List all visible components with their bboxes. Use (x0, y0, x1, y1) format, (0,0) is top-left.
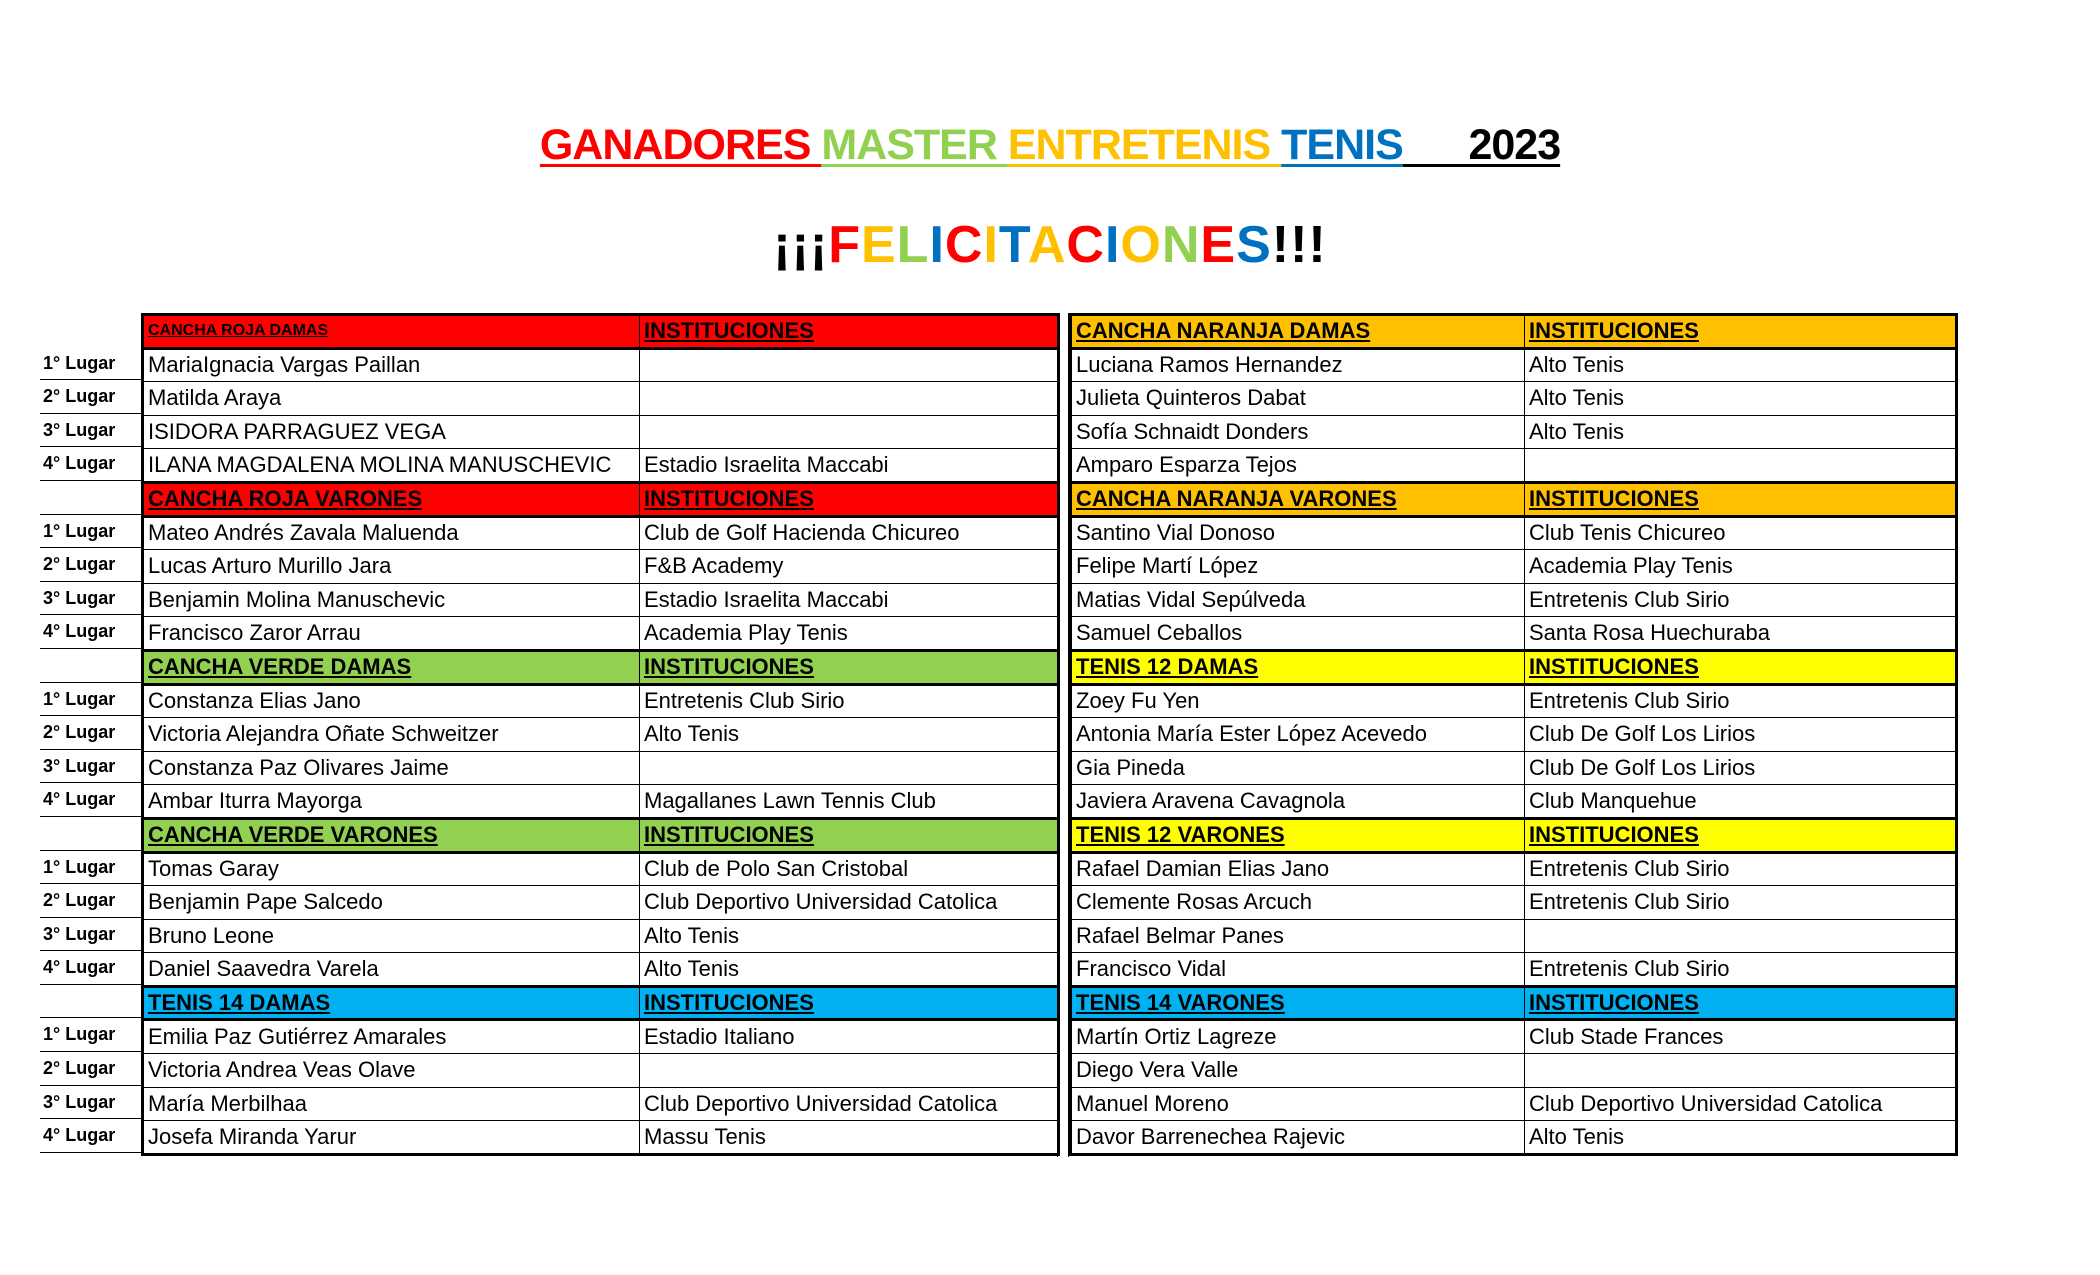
place-label: 2° Lugar (40, 548, 141, 582)
player-name: Javiera Aravena Cavagnola (1071, 785, 1525, 819)
congratulations-heading (0, 215, 2100, 275)
institution-name: Club Tenis Chicureo (1525, 516, 1957, 550)
category-title: TENIS 12 DAMAS (1071, 650, 1525, 684)
institution-name (1525, 1054, 1957, 1088)
place-label: 1° Lugar (40, 347, 141, 381)
right-results-table (1069, 313, 1958, 1156)
category-title: CANCHA ROJA DAMAS (143, 315, 640, 349)
player-name: Gia Pineda (1071, 751, 1525, 785)
player-name: Emilia Paz Gutiérrez Amarales (143, 1020, 640, 1054)
category-title: TENIS 14 VARONES (1071, 986, 1525, 1020)
institution-name: Club Manquehue (1525, 785, 1957, 819)
place-label-spacer (40, 313, 141, 347)
player-name: Constanza Paz Olivares Jaime (143, 751, 640, 785)
table-row (1071, 751, 1957, 785)
player-name: Felipe Martí López (1071, 550, 1525, 584)
subtitle-letter: I (929, 216, 945, 274)
table-row (1071, 348, 1957, 382)
player-name: Davor Barrenechea Rajevic (1071, 1121, 1525, 1155)
institution-name: Alto Tenis (640, 718, 1059, 752)
category-title: CANCHA VERDE VARONES (143, 818, 640, 852)
institution-name: Entretenis Club Sirio (1525, 684, 1957, 718)
table-row (1071, 886, 1957, 920)
player-name: Amparo Esparza Tejos (1071, 449, 1525, 483)
table-row (1071, 1054, 1957, 1088)
institution-name: Estadio Israelita Maccabi (640, 583, 1059, 617)
place-label: 3° Lugar (40, 582, 141, 616)
category-header-row (143, 818, 1059, 852)
category-header-row (1071, 650, 1957, 684)
table-row (143, 449, 1059, 483)
place-label: 4° Lugar (40, 1119, 141, 1153)
table-row (1071, 953, 1957, 987)
category-title: TENIS 14 DAMAS (143, 986, 640, 1020)
institutions-header: INSTITUCIONES (1525, 986, 1957, 1020)
player-name: Mateo Andrés Zavala Maluenda (143, 516, 640, 550)
institution-name: Massu Tenis (640, 1121, 1059, 1155)
institution-name: Club De Golf Los Lirios (1525, 751, 1957, 785)
subtitle-letter: ¡¡¡ (773, 216, 829, 274)
player-name: Benjamin Pape Salcedo (143, 886, 640, 920)
institution-name: Club de Polo San Cristobal (640, 852, 1059, 886)
table-row (1071, 718, 1957, 752)
institution-name (640, 415, 1059, 449)
subtitle-letter: N (1161, 216, 1201, 274)
player-name: Matias Vidal Sepúlveda (1071, 583, 1525, 617)
category-header-row (143, 482, 1059, 516)
institution-name: F&B Academy (640, 550, 1059, 584)
player-name: Clemente Rosas Arcuch (1071, 886, 1525, 920)
title-word: 2023 (1402, 121, 1561, 169)
institution-name: Club Stade Frances (1525, 1020, 1957, 1054)
institution-name: Alto Tenis (1525, 348, 1957, 382)
institution-name (640, 751, 1059, 785)
place-label-spacer (40, 649, 141, 683)
category-title: TENIS 12 VARONES (1071, 818, 1525, 852)
institution-name: Entretenis Club Sirio (1525, 953, 1957, 987)
institution-name: Entretenis Club Sirio (640, 684, 1059, 718)
player-name: Zoey Fu Yen (1071, 684, 1525, 718)
institution-name: Entretenis Club Sirio (1525, 886, 1957, 920)
place-label: 2° Lugar (40, 380, 141, 414)
table-row (143, 516, 1059, 550)
subtitle-letter: T (998, 216, 1028, 274)
player-name: Lucas Arturo Murillo Jara (143, 550, 640, 584)
subtitle-letter: O (1120, 216, 1162, 274)
category-header-row (1071, 315, 1957, 349)
place-label: 4° Lugar (40, 951, 141, 985)
table-row (143, 617, 1059, 651)
institution-name: Club de Golf Hacienda Chicureo (640, 516, 1059, 550)
table-row (1071, 785, 1957, 819)
player-name: Daniel Saavedra Varela (143, 953, 640, 987)
subtitle-letter: !!! (1271, 216, 1327, 274)
subtitle-letter: I (1104, 216, 1121, 274)
table-row (143, 1121, 1059, 1155)
table-row (143, 550, 1059, 584)
left-results-table (141, 313, 1060, 1156)
player-name: ILANA MAGDALENA MOLINA MANUSCHEVIC (143, 449, 640, 483)
table-row (143, 1087, 1059, 1121)
place-label-spacer (40, 817, 141, 851)
player-name: María Merbilhaa (143, 1087, 640, 1121)
table-row (1071, 1121, 1957, 1155)
player-name: Luciana Ramos Hernandez (1071, 348, 1525, 382)
document-title (0, 117, 2100, 173)
place-label: 2° Lugar (40, 716, 141, 750)
table-row (143, 718, 1059, 752)
table-row (1071, 415, 1957, 449)
institutions-header: INSTITUCIONES (640, 650, 1059, 684)
player-name: Samuel Ceballos (1071, 617, 1525, 651)
table-row (143, 919, 1059, 953)
player-name: Francisco Zaror Arrau (143, 617, 640, 651)
institution-name: Alto Tenis (640, 953, 1059, 987)
player-name: Ambar Iturra Mayorga (143, 785, 640, 819)
subtitle-letter: A (1027, 216, 1067, 274)
institution-name: Club Deportivo Universidad Catolica (640, 886, 1059, 920)
player-name: Constanza Elias Jano (143, 684, 640, 718)
table-row (1071, 550, 1957, 584)
player-name: Francisco Vidal (1071, 953, 1525, 987)
institutions-header: INSTITUCIONES (1525, 315, 1957, 349)
category-title: CANCHA VERDE DAMAS (143, 650, 640, 684)
table-row (143, 415, 1059, 449)
category-title: CANCHA NARANJA VARONES (1071, 482, 1525, 516)
subtitle-letter: L (896, 216, 930, 274)
player-name: Bruno Leone (143, 919, 640, 953)
institution-name: Alto Tenis (1525, 415, 1957, 449)
place-label-spacer (40, 481, 141, 515)
table-row (1071, 919, 1957, 953)
player-name: Josefa Miranda Yarur (143, 1121, 640, 1155)
place-label: 1° Lugar (40, 851, 141, 885)
place-label: 1° Lugar (40, 1018, 141, 1052)
player-name: ISIDORA PARRAGUEZ VEGA (143, 415, 640, 449)
player-name: Santino Vial Donoso (1071, 516, 1525, 550)
column-separator (1057, 313, 1069, 1157)
subtitle-letter: F (828, 216, 861, 274)
player-name: Matilda Araya (143, 382, 640, 416)
table-row (143, 1054, 1059, 1088)
place-label: 1° Lugar (40, 683, 141, 717)
institution-name: Estadio Italiano (640, 1020, 1059, 1054)
institution-name: Estadio Israelita Maccabi (640, 449, 1059, 483)
category-title: CANCHA NARANJA DAMAS (1071, 315, 1525, 349)
title-word: TENIS (1281, 121, 1403, 169)
institution-name (1525, 919, 1957, 953)
table-row (143, 684, 1059, 718)
table-row (1071, 516, 1957, 550)
place-label: 2° Lugar (40, 1052, 141, 1086)
institutions-header: INSTITUCIONES (1525, 818, 1957, 852)
institution-name: Alto Tenis (1525, 382, 1957, 416)
institution-name: Club De Golf Los Lirios (1525, 718, 1957, 752)
institution-name (640, 1054, 1059, 1088)
place-label-spacer (40, 985, 141, 1019)
player-name: Diego Vera Valle (1071, 1054, 1525, 1088)
player-name: Benjamin Molina Manuschevic (143, 583, 640, 617)
table-row (143, 852, 1059, 886)
subtitle-letter: C (944, 216, 984, 274)
player-name: Julieta Quinteros Dabat (1071, 382, 1525, 416)
player-name: Victoria Alejandra Oñate Schweitzer (143, 718, 640, 752)
subtitle-letter: E (860, 216, 897, 274)
institution-name: Alto Tenis (640, 919, 1059, 953)
place-label: 4° Lugar (40, 447, 141, 481)
table-row (143, 583, 1059, 617)
player-name: Rafael Damian Elias Jano (1071, 852, 1525, 886)
place-label: 4° Lugar (40, 783, 141, 817)
institution-name (640, 348, 1059, 382)
table-row (143, 886, 1059, 920)
institution-name: Academia Play Tenis (1525, 550, 1957, 584)
place-label: 3° Lugar (40, 1086, 141, 1120)
table-row (143, 751, 1059, 785)
place-label: 1° Lugar (40, 515, 141, 549)
player-name: Victoria Andrea Veas Olave (143, 1054, 640, 1088)
table-row (1071, 449, 1957, 483)
institutions-header: INSTITUCIONES (1525, 482, 1957, 516)
table-row (143, 1020, 1059, 1054)
title-word: GANADORES (539, 121, 822, 169)
category-header-row (143, 315, 1059, 349)
institutions-header: INSTITUCIONES (640, 482, 1059, 516)
institution-name: Club Deportivo Universidad Catolica (1525, 1087, 1957, 1121)
institution-name (1525, 449, 1957, 483)
institution-name: Entretenis Club Sirio (1525, 852, 1957, 886)
institution-name: Club Deportivo Universidad Catolica (640, 1087, 1059, 1121)
institution-name: Santa Rosa Huechuraba (1525, 617, 1957, 651)
category-header-row (143, 650, 1059, 684)
institution-name: Magallanes Lawn Tennis Club (640, 785, 1059, 819)
subtitle-letter: E (1200, 216, 1237, 274)
institution-name: Entretenis Club Sirio (1525, 583, 1957, 617)
table-row (143, 382, 1059, 416)
place-label: 4° Lugar (40, 615, 141, 649)
player-name: Rafael Belmar Panes (1071, 919, 1525, 953)
institutions-header: INSTITUCIONES (640, 315, 1059, 349)
table-row (1071, 1020, 1957, 1054)
category-header-row (1071, 482, 1957, 516)
player-name: Antonia María Ester López Acevedo (1071, 718, 1525, 752)
subtitle-letter: C (1066, 216, 1105, 274)
table-row (1071, 382, 1957, 416)
player-name: Manuel Moreno (1071, 1087, 1525, 1121)
table-row (1071, 852, 1957, 886)
institutions-header: INSTITUCIONES (1525, 650, 1957, 684)
player-name: Sofía Schnaidt Donders (1071, 415, 1525, 449)
table-row (143, 953, 1059, 987)
category-header-row (143, 986, 1059, 1020)
place-label: 3° Lugar (40, 414, 141, 448)
place-label: 3° Lugar (40, 750, 141, 784)
table-row (1071, 583, 1957, 617)
title-word: MASTER (821, 121, 1008, 169)
player-name: Tomas Garay (143, 852, 640, 886)
subtitle-letter: I (983, 216, 999, 274)
institution-name: Alto Tenis (1525, 1121, 1957, 1155)
institutions-header: INSTITUCIONES (640, 986, 1059, 1020)
institution-name (640, 382, 1059, 416)
institutions-header: INSTITUCIONES (640, 818, 1059, 852)
table-row (1071, 684, 1957, 718)
institution-name: Academia Play Tenis (640, 617, 1059, 651)
category-header-row (1071, 986, 1957, 1020)
table-row (1071, 1087, 1957, 1121)
place-labels-column (40, 313, 141, 1153)
subtitle-letter: S (1236, 216, 1272, 274)
player-name: Martín Ortiz Lagreze (1071, 1020, 1525, 1054)
place-label: 2° Lugar (40, 884, 141, 918)
category-header-row (1071, 818, 1957, 852)
player-name: MariaIgnacia Vargas Paillan (143, 348, 640, 382)
category-title: CANCHA ROJA VARONES (143, 482, 640, 516)
place-label: 3° Lugar (40, 918, 141, 952)
table-row (1071, 617, 1957, 651)
title-word: ENTRETENIS (1007, 121, 1282, 169)
table-row (143, 348, 1059, 382)
table-row (143, 785, 1059, 819)
